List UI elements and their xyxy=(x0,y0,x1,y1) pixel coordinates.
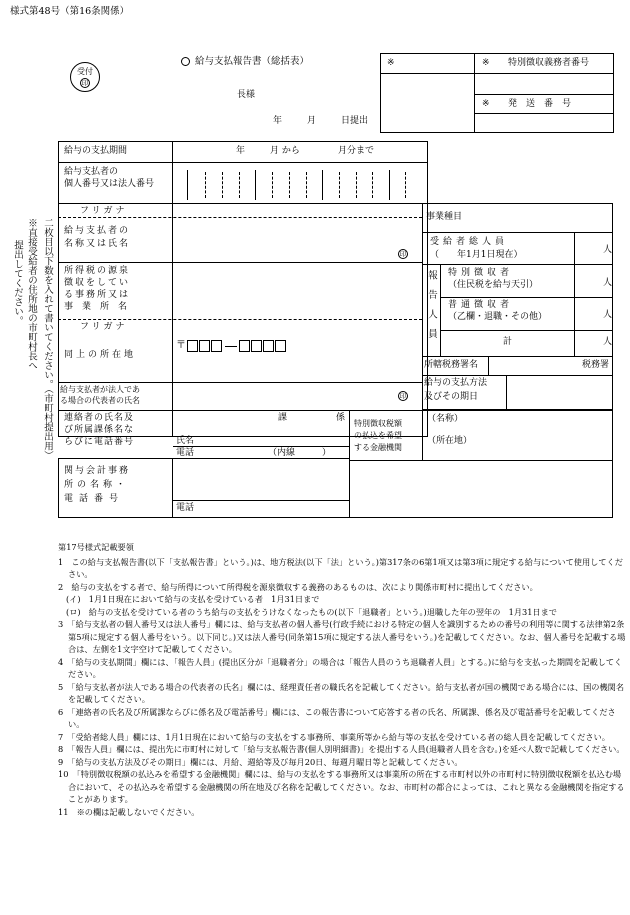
postal-digit-4[interactable] xyxy=(239,340,250,352)
submit-day: 日提出 xyxy=(341,116,369,126)
payer-name-label-2: 名称又は氏名 xyxy=(64,239,131,249)
section-label: 係 xyxy=(336,413,346,423)
tax-office-field[interactable] xyxy=(489,357,579,374)
office-label-4: 事 業 所 名 xyxy=(64,302,128,312)
normal-collection-sub: （乙欄・退職・その他） xyxy=(448,312,548,322)
send-number-label: 発 送 番 号 xyxy=(508,99,572,109)
bank-label-3: する金融機関 xyxy=(354,443,402,452)
total-unit: 人 xyxy=(603,337,613,347)
accounting-label-3: 電話番号 xyxy=(64,494,125,504)
special-collection-label: 特別徴収者 xyxy=(448,268,514,278)
pay-period-year: 年 xyxy=(236,146,246,156)
side-note-3: 提出してください。 xyxy=(12,240,23,326)
side-note-1: 二枚目以下数を入れて書いてください。（市町村提出用） xyxy=(42,218,53,461)
stamp-line1: 受付 xyxy=(77,67,93,76)
extension-label: （内線 ） xyxy=(268,448,332,458)
postal-digit-2[interactable] xyxy=(199,340,210,352)
contact-label-2: び所属課係名な xyxy=(64,425,135,435)
office-name-field[interactable] xyxy=(173,263,421,318)
accounting-phone-label: 電話 xyxy=(176,503,195,513)
form-number: 様式第48号（第16条関係） xyxy=(10,6,130,17)
form-title: 給与支払報告書（総括表） xyxy=(195,56,310,67)
special-collection-sub: （住民税を給与天引） xyxy=(448,280,539,290)
report-persons-label: 報告人員 xyxy=(426,270,437,348)
office-label-2: 徴収をしてい xyxy=(64,278,131,288)
instruction-9: 9 「給与の支払方法及びその期日」欄には、月給、週給等及び毎月20日、毎週月曜日等と記載してください。 xyxy=(58,756,463,767)
instructions-heading: 第17号様式記載要領 xyxy=(58,542,134,552)
address-field[interactable] xyxy=(173,354,421,381)
bank-field[interactable] xyxy=(423,424,612,459)
tax-office-label: 所轄税務署名 xyxy=(424,360,479,370)
instruction-2b: (ロ) 給与の支払を受けている者のうち給与の支払をうけなくなったもの(以下「退職者」という。)退職した年の翌年の 1月31日まで xyxy=(66,606,557,617)
instructions xyxy=(58,541,626,818)
pay-period-to: 月分まで xyxy=(338,146,375,156)
postal-digit-1[interactable] xyxy=(187,340,198,352)
contact-label-3: らびに電話番号 xyxy=(64,437,135,447)
total-label: 計 xyxy=(503,337,513,347)
recipients-label: 受給者総人員 xyxy=(430,237,509,247)
postal-digit-7[interactable] xyxy=(275,340,286,352)
accounting-label-1: 関与会計事務 xyxy=(64,466,131,476)
title-radio[interactable] xyxy=(181,57,190,66)
accounting-field[interactable] xyxy=(173,459,349,499)
contact-field[interactable] xyxy=(173,411,349,458)
pay-period-label: 給与の支払期間 xyxy=(64,146,128,156)
instruction-6: 6 「連絡者の氏名及び所属課ならびに係名及び電話番号」欄には、この報告書について応答する者の氏名、所属課、係名及び電話番号を記載してください。 xyxy=(58,706,616,729)
instruction-5: 5 「給与支払者が法人である場合の代表者の氏名」欄には、経理責任者の職氏名を記載してください。給与支払者が国の機関である場合には、国の機関名を記載してください。 xyxy=(58,681,625,704)
mayor-label: 長様 xyxy=(237,90,256,100)
business-type-label: 事業種目 xyxy=(426,212,463,222)
normal-collection-label: 普通徴収者 xyxy=(448,300,514,310)
recipients-unit: 人 xyxy=(603,245,613,255)
special-collector-number-label: 特別徴収義務者番号 xyxy=(508,58,590,68)
stamp-seal: 印 xyxy=(81,79,89,87)
address-label: 同上の所在地 xyxy=(64,350,137,360)
instruction-10: 10 「特別徴収税額の払込みを希望する金融機関」欄には、給与の支払をする事務所又は事業所の所在する市町村以外の市町村に特別徴収税額を払込む場合において、その払込みを希望する金融機関の所在地及び名称を記載してください。なお、市町村の都合によっては、これと異なる金融機関を指定することがあります。 xyxy=(58,769,625,804)
representative-seal: 印 xyxy=(399,392,407,400)
payer-seal: 印 xyxy=(399,250,407,258)
recipients-sub: （ 年1月1日現在） xyxy=(430,250,523,260)
bank-label-2: の払込を希望 xyxy=(354,431,402,440)
total-field[interactable] xyxy=(575,331,601,355)
reception-stamp xyxy=(70,62,100,92)
normal-collection-field[interactable] xyxy=(575,298,601,329)
furigana-label: フリガナ xyxy=(80,206,128,216)
pay-method-label-1: 給与の支払方法 xyxy=(424,378,488,388)
contact-phone-label: 電話 xyxy=(176,448,195,458)
payer-name-field[interactable] xyxy=(173,218,421,261)
representative-field[interactable] xyxy=(173,383,421,409)
postal-digit-5[interactable] xyxy=(251,340,262,352)
office-use-mark-3: ※ xyxy=(482,99,490,109)
representative-label-1: 給与支払者が法人であ xyxy=(60,385,140,394)
business-type-field[interactable] xyxy=(470,204,612,231)
bank-name-label: （名称） xyxy=(427,414,464,424)
instruction-4: 4 「給与の支払期間」欄には、「報告人員」(提出区分が「退職者分」の場合は「報告人員のうち退職者人員」とする。)に給与を支払った期間を記載してください。 xyxy=(58,656,623,679)
submit-month: 月 xyxy=(307,116,317,126)
id-number-label-1: 給与支払者の xyxy=(64,167,119,177)
postal-digit-6[interactable] xyxy=(263,340,274,352)
accounting-label-2: 所の名称・ xyxy=(64,480,130,490)
instruction-2: 2 給与の支払をする者で、給与所得について所得税を源泉徴収する義務のあるものは、次により関係市町村に提出してください。 xyxy=(58,581,538,592)
office-use-mark-1: ※ xyxy=(387,58,395,68)
furigana-label-2: フリガナ xyxy=(80,322,128,332)
special-collection-field[interactable] xyxy=(575,265,601,296)
office-use-mark-2: ※ xyxy=(482,58,490,68)
instruction-8: 8 「報告人員」欄には、提出先に市町村に対して「給与支払報告書(個人別明細書)」を提出する人員(退職者人員を含む。)を延べ人数で記載してください。 xyxy=(58,744,625,754)
bank-label-1: 特別徴収税額 xyxy=(354,419,402,428)
instruction-1: 1 この給与支払報告書(以下「支払報告書」という。)は、地方税法(以下「法」という。)第317条の6第1項又は第3項に規定する給与について使用してください。 xyxy=(58,556,623,579)
instruction-11: 11 ※の欄は記載しないでください。 xyxy=(58,806,200,817)
instruction-2a: (イ) 1月1日現在において給与の支払を受けている者 1月31日まで xyxy=(66,594,320,604)
pay-method-field[interactable] xyxy=(507,376,612,409)
department-label: 課 xyxy=(278,413,288,423)
tax-office-unit: 税務署 xyxy=(582,360,610,370)
payer-name-label-1: 給与支払者の xyxy=(64,226,131,236)
instruction-7: 7 「受給者総人員」欄には、1月1日現在において給与の支払をする事務所、事業所等から給与等の支払を受けている者の総人員を記載してください。 xyxy=(58,731,610,742)
id-number-label-2: 個人番号又は法人番号 xyxy=(64,179,155,189)
special-collection-unit: 人 xyxy=(603,278,613,288)
postal-digit-3[interactable] xyxy=(211,340,222,352)
submit-year: 年 xyxy=(273,116,283,126)
contact-label-1: 連絡者の氏名及 xyxy=(64,413,135,423)
pay-period-from: 月 から xyxy=(270,146,300,156)
office-label-1: 所得税の源泉 xyxy=(64,266,131,276)
normal-collection-unit: 人 xyxy=(603,310,613,320)
pay-method-label-2: 及びその期日 xyxy=(424,392,479,402)
representative-label-2: る場合の代表者の氏名 xyxy=(60,396,140,405)
postal-mark: 〒 xyxy=(176,340,186,351)
recipients-field[interactable] xyxy=(575,233,601,263)
contact-name-label: 氏名 xyxy=(176,436,195,446)
bank-location-label: （所在地） xyxy=(427,436,473,446)
side-note-2: ※直接受給者の住所地の市町村長へ xyxy=(26,218,37,370)
office-label-3: る事務所又は xyxy=(64,290,131,300)
instruction-3: 3 「給与支払者の個人番号又は法人番号」欄には、給与支払者の個人番号(行政手続における特定の個人を識別するための番号の利用等に関する法律第2条第5項に規定する個人番号をいう。以下同じ。)又は法人番号(同条第15項に規定する法人番号をいう。)を記載してください。なお、個人番号を記載する場合は、左側を1文字空けて記載してください。 xyxy=(58,619,626,654)
